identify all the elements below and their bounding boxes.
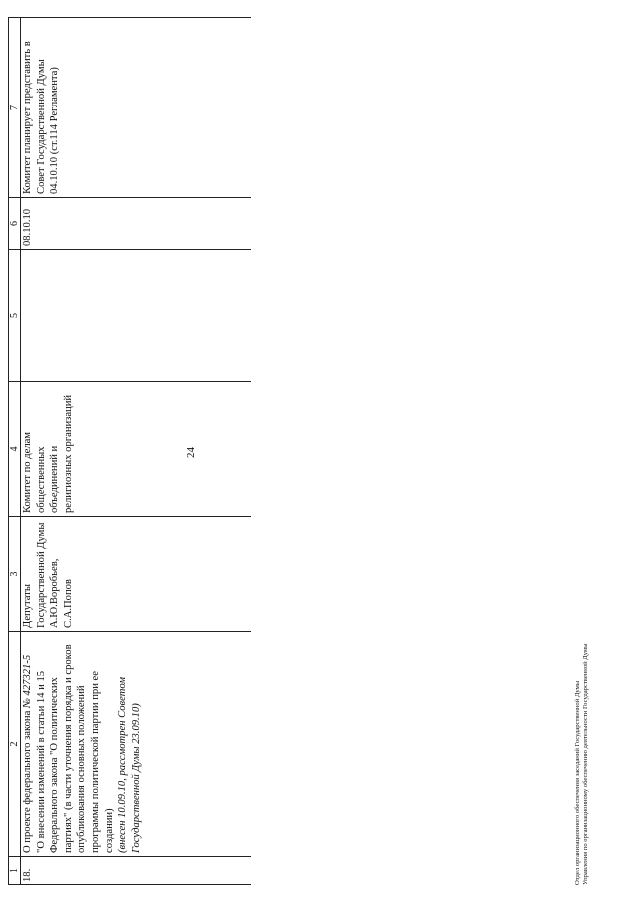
bill-title-body: "О внесении изменений в статьи 14 и 15 Федерального закона "О политических партиях" (в части уточнения порядка и сроков опубликования основных положений программы политической партии при ее создании) bbox=[35, 644, 115, 853]
header-row bbox=[9, 18, 21, 885]
col-header: 5 bbox=[9, 250, 21, 382]
table-row bbox=[21, 18, 252, 885]
committee-cell: Комитет по делам общественных объединений и религиозных организаций bbox=[21, 382, 252, 517]
footer bbox=[574, 643, 590, 885]
bills-table bbox=[8, 17, 251, 885]
bill-title-prefix: О проекте федерального закона bbox=[22, 708, 33, 853]
col-header: 6 bbox=[9, 198, 21, 250]
bill-history: (внесен 10.09.10, рассмотрен Советом Государственной Думы 23.09.10) bbox=[117, 677, 142, 853]
bill-title-cell bbox=[21, 632, 252, 857]
col-header: 1 bbox=[9, 857, 21, 885]
note-cell: Комитет планирует представить в Совет Государственной Думы 04.10.10 (ст.114 Регламента) bbox=[21, 18, 252, 198]
date-cell: 08.10.10 bbox=[21, 198, 252, 250]
col5-cell bbox=[21, 250, 252, 382]
col-header: 4 bbox=[9, 382, 21, 517]
footer-line: Управления по организационному обеспечению деятельности Государственной Думы bbox=[582, 643, 589, 885]
page-number: 24 bbox=[185, 447, 197, 458]
col-header: 7 bbox=[9, 18, 21, 198]
footer-line: Отдел организационного обеспечения заседаний Государственной Думы bbox=[574, 680, 581, 885]
bill-number: № 427321-5 bbox=[22, 654, 33, 709]
col-header: 2 bbox=[9, 632, 21, 857]
row-number: 18. bbox=[21, 857, 252, 885]
authors-cell: Депутаты Государственной Думы А.Ю.Воробьев, С.А.Попов bbox=[21, 517, 252, 632]
col-header: 3 bbox=[9, 517, 21, 632]
